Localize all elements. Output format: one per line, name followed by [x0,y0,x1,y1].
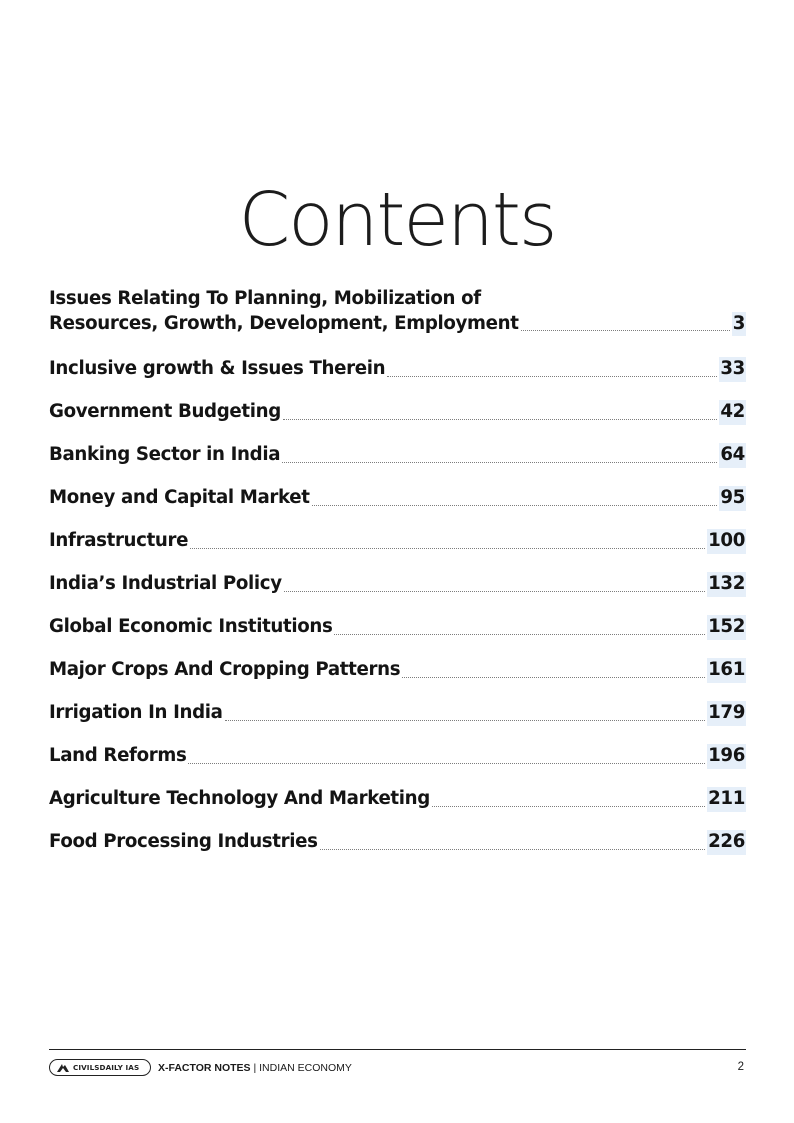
page-footer [49,1058,746,1080]
toc-entry-page[interactable]: 132 [707,572,746,597]
toc-entry-page[interactable]: 33 [719,357,746,382]
toc-entry-page[interactable]: 42 [719,400,746,425]
dot-leader [190,548,705,549]
dot-leader [282,462,717,463]
toc-entry-title-line: Issues Relating To Planning, Mobilization of [49,288,481,309]
civilsdaily-logo-icon [56,1063,70,1073]
toc-entry-title[interactable]: Food Processing Industries [49,831,318,852]
toc-entry[interactable] [49,830,746,855]
logo-text: CIVILSDAILY IAS [73,1063,140,1072]
dot-leader [225,720,706,721]
toc-entry[interactable] [49,787,746,812]
toc-entry[interactable] [49,357,746,382]
toc-entry[interactable] [49,572,746,597]
toc-entry-page[interactable]: 196 [707,744,746,769]
table-of-contents [49,287,746,873]
toc-entry-page[interactable]: 226 [707,830,746,855]
dot-leader [284,591,705,592]
toc-entry-title[interactable] [49,287,519,336]
toc-entry-page[interactable]: 100 [707,529,746,554]
toc-entry[interactable] [49,287,746,336]
dot-leader [188,763,705,764]
toc-entry-title[interactable]: Banking Sector in India [49,444,281,465]
toc-entry-page[interactable]: 152 [707,615,746,640]
footer-page-number: 2 [737,1061,744,1073]
toc-entry-title[interactable]: Land Reforms [49,745,187,766]
toc-entry-title[interactable]: Infrastructure [49,530,189,551]
dot-leader [387,376,717,377]
dot-leader [432,806,705,807]
footer-divider [49,1049,746,1050]
dot-leader [320,849,705,850]
toc-entry-title[interactable]: Irrigation In India [49,702,223,723]
toc-entry[interactable] [49,701,746,726]
dot-leader [521,330,730,331]
dot-leader [402,677,705,678]
toc-entry-title[interactable]: India’s Industrial Policy [49,573,282,594]
footer-subject: INDIAN ECONOMY [259,1062,352,1074]
toc-entry-page[interactable]: 161 [707,658,746,683]
toc-entry-page[interactable]: 95 [719,486,746,511]
toc-entry[interactable] [49,615,746,640]
toc-entry-title-line: Resources, Growth, Development, Employment [49,312,519,334]
footer-brand: X-FACTOR NOTES [158,1062,251,1074]
toc-entry-title[interactable]: Inclusive growth & Issues Therein [49,358,386,379]
toc-entry-title[interactable]: Global Economic Institutions [49,616,333,637]
page-title: Contents [238,177,556,263]
toc-entry-page[interactable]: 179 [707,701,746,726]
dot-leader [283,419,718,420]
toc-entry-page[interactable]: 3 [732,312,746,337]
toc-entry-page[interactable]: 211 [707,787,746,812]
toc-entry-title[interactable]: Major Crops And Cropping Patterns [49,659,401,680]
toc-entry[interactable] [49,744,746,769]
toc-entry-title[interactable]: Government Budgeting [49,401,281,422]
dot-leader [334,634,705,635]
brand-logo [49,1059,151,1076]
toc-entry[interactable] [49,486,746,511]
footer-separator: | [250,1062,260,1074]
toc-entry[interactable] [49,400,746,425]
toc-entry[interactable] [49,529,746,554]
toc-entry[interactable] [49,443,746,468]
toc-entry[interactable] [49,658,746,683]
toc-entry-page[interactable]: 64 [719,443,746,468]
dot-leader [312,505,718,506]
toc-entry-title[interactable]: Money and Capital Market [49,487,310,508]
footer-label [158,1062,352,1074]
toc-entry-title[interactable]: Agriculture Technology And Marketing [49,788,430,809]
